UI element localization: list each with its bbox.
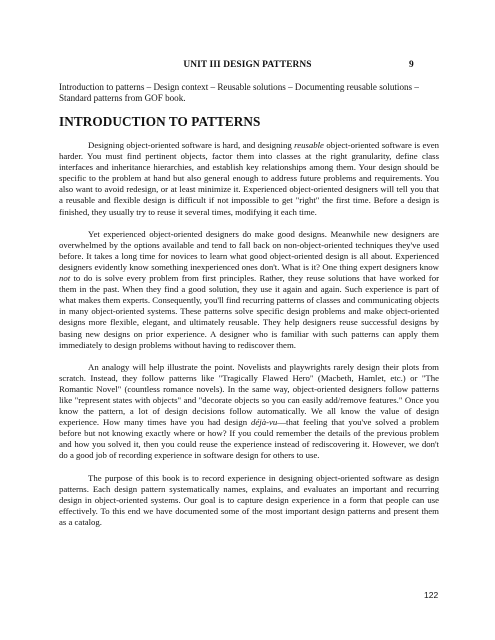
paragraph-4 <box>59 473 439 528</box>
paragraph-1 <box>59 140 439 218</box>
paragraph-1-text-b: object-oriented software is even harder. You must find pertinent objects, factor them into classes at the right granularity, define class interfaces and inheritance hierarchies, and establish key relationships among them. Your design should be specific to the problem at hand but also general enough to address future problems and requirements. You also want to avoid redesign, or at least minimize it. Experienced object-oriented designers will tell you that a reusable and flexible design is difficult if not impossible to get "right" the first time. Before a design is finished, they usually try to reuse it several times, modifying it each time. <box>59 140 439 217</box>
section-heading: INTRODUCTION TO PATTERNS <box>59 114 261 129</box>
paragraph-1-emphasis: reusable <box>294 140 324 150</box>
unit-topics-summary: Introduction to patterns – Design context – Reusable solutions – Documenting reusable solutions – Standard patterns from GOF book. <box>59 82 419 104</box>
body-text <box>59 140 439 539</box>
chapter-page-number: 9 <box>409 60 414 70</box>
paragraph-2-emphasis: not <box>59 273 71 284</box>
running-header-title: UNIT III DESIGN PATTERNS <box>183 60 312 70</box>
paragraph-3-text-a: An analogy will help illustrate the point. Novelists and playwrights rarely design their plots from scratch. Instead, they follow patterns like "Tragically Flawed Hero" (Macbeth, Hamlet, etc.) or "The Romantic Novel" (countless romance novels). In the same way, object-oriented designers follow patterns like "represent states with objects" and "decorate objects so you can easily add/remove features." Once you know the pattern, a lot of design decisions follow automatically. We all know the value of design experience. How many times have you had design <box>59 361 439 428</box>
paragraph-1-text-a: Designing object-oriented software is hard, and designing <box>88 140 295 150</box>
paragraph-3-text-b: —that feeling that you've solved a problem before but not knowing exactly where or how? If you could remember the details of the previous problem and how you solved it, then you could reuse the experience instead of rediscovering it. However, we don't do a good job of recording experience in software design for others to use. <box>59 417 440 461</box>
paragraph-2 <box>59 229 439 351</box>
paragraph-3 <box>59 362 439 462</box>
paragraph-2-text-a: Yet experienced object-oriented designers do make good designs. Meanwhile new designers are overwhelmed by the options available and tend to fall back on non-object-oriented techniques they've used before. It takes a long time for novices to learn what good object-oriented design is all about. Experienced designers evidently know something inexperienced ones don't. What is it? One thing expert designers know <box>59 228 439 272</box>
footer-page-number: 122 <box>424 590 439 600</box>
paragraph-4-text-a: The purpose of this book is to record experience in designing object-oriented software as design patterns. Each design pattern systematically names, explains, and evaluates an important and recurring design in object-oriented systems. Our goal is to capture design experience in a form that people can use effectively. To this end we have documented some of the most important design patterns and present them as a catalog. <box>59 472 439 527</box>
paragraph-3-emphasis: déjà-vu <box>251 417 278 428</box>
paragraph-2-text-b: to do is solve every problem from first principles. Rather, they reuse solutions that have worked for them in the past. When they find a good solution, they use it again and again. Such experience is part of what makes them experts. Consequently, you'll find recurring patterns of classes and communicating objects in many object-oriented systems. These patterns solve specific design problems and make object-oriented designs more flexible, elegant, and ultimately reusable. They help designers reuse successful designs by basing new designs on prior experience. A designer who is familiar with such patterns can apply them immediately to design problems without having to rediscover them. <box>59 273 439 350</box>
